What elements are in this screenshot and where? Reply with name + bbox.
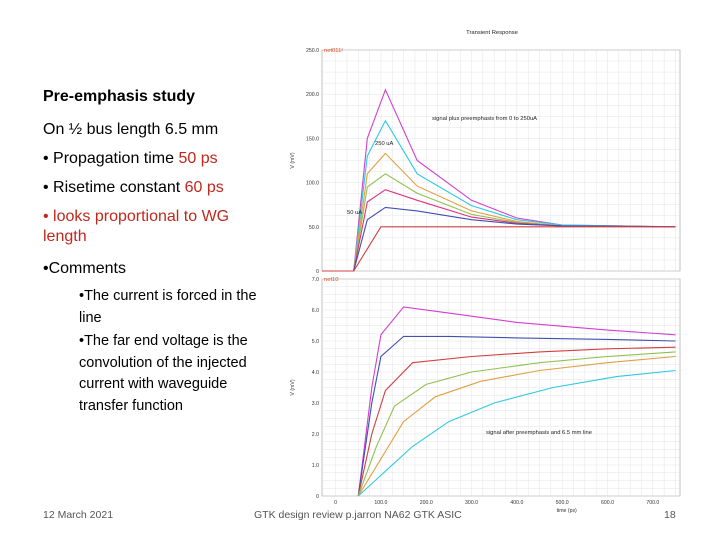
sub-bullet-far-end: •The far end voltage is the convolution of the injected current with waveguide transfer function (79, 333, 248, 414)
x-tick-label: 300.0 (465, 500, 479, 506)
y-tick-label: 150.0 (306, 136, 319, 143)
y-tick-label: 4.0 (311, 370, 319, 376)
y-tick-label: 5.0 (311, 339, 319, 345)
y-tick-label: 3.0 (311, 401, 319, 407)
y-tick-label: 0 (316, 494, 319, 500)
y-tick-label: 6.0 (311, 308, 319, 314)
x-tick-label: 100.0 (374, 500, 388, 506)
annotation-top: signal plus preemphasis from 0 to 250uA (432, 116, 538, 122)
bullet-risetime-label: • Risetime constant (43, 179, 185, 196)
label-250ua: 250 uA (375, 141, 394, 147)
chart-title: Transient Response (466, 30, 518, 36)
y-tick-label: 100.0 (306, 180, 319, 187)
x-tick-label: 200.0 (419, 500, 433, 506)
propagation-value: 50 ps (178, 150, 218, 167)
bullet-wg-length: • looks proportional to WG length (43, 208, 230, 245)
net-label-1: net10 (324, 277, 339, 283)
x-tick-label: 0 (334, 500, 338, 506)
x-tick-label: 700.0 (646, 500, 660, 506)
risetime-value: 60 ps (184, 179, 224, 196)
bullet-propagation-label: • Propagation time (43, 150, 179, 167)
footer-date: 12 March 2021 (43, 509, 114, 521)
label-50ua: 50 uA (347, 210, 363, 216)
sub-bullet-current: •The current is forced in the line (79, 288, 257, 326)
x-tick-label: 400.0 (510, 500, 524, 506)
bullet-risetime (43, 178, 273, 198)
x-axis-label: time (ps) (556, 508, 577, 514)
slide-title: Pre-emphasis study (43, 88, 196, 105)
y-axis-label: V (mV) (290, 152, 296, 169)
y-tick-label: 250.0 (306, 48, 319, 54)
y-tick-label: 200.0 (306, 92, 319, 99)
bus-length-line: On ½ bus length 6.5 mm (43, 121, 219, 138)
net-label-0: net011! (324, 48, 343, 54)
y-tick-label: 1.0 (311, 463, 319, 469)
y-tick-label: 2.0 (311, 432, 319, 438)
y-tick-label: 0 (316, 269, 319, 275)
annotation-bottom: signal after preemphasis and 6.5 mm line (486, 430, 593, 436)
x-tick-label: 600.0 (601, 500, 614, 506)
plot-svg (282, 14, 687, 519)
x-tick-label: 500.0 (555, 500, 569, 506)
y-axis-label: V (mV) (290, 379, 296, 396)
y-tick-label: 50.0 (308, 224, 319, 231)
transient-response-plot (282, 14, 687, 519)
bullet-propagation-time (43, 149, 273, 169)
footer-page-number: 18 (664, 509, 676, 521)
y-tick-label: 7.0 (311, 277, 319, 283)
bullet-comments: •Comments (43, 260, 126, 277)
footer-center: GTK design review p.jarron NA62 GTK ASIC (254, 509, 462, 521)
